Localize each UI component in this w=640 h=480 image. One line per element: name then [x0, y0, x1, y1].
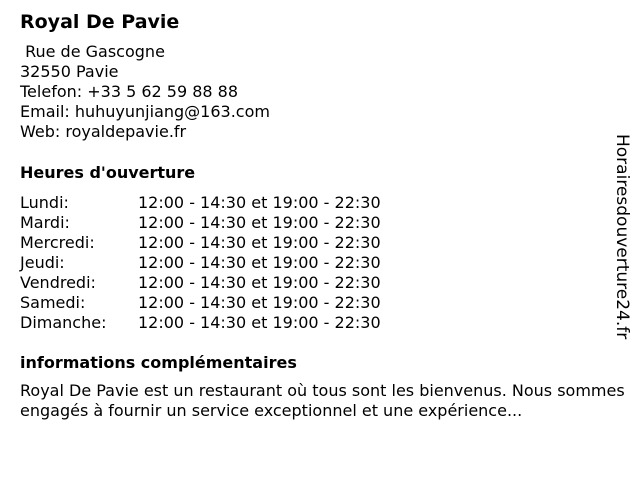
address-street: Rue de Gascogne	[20, 42, 165, 61]
hours-day: Samedi:	[20, 293, 86, 312]
hours-day: Mercredi:	[20, 233, 95, 252]
email-text: Email: huhuyunjiang@163.com	[20, 102, 270, 121]
hours-row-wednesday	[20, 233, 605, 253]
info-heading: informations complémentaires	[20, 353, 297, 372]
contact-block	[20, 42, 605, 142]
site-watermark: Horairesdouverture24.fr	[612, 134, 632, 340]
web-text: Web: royaldepavie.fr	[20, 122, 187, 141]
hours-row-friday	[20, 273, 605, 293]
hours-row-tuesday	[20, 213, 605, 233]
hours-time: 12:00 - 14:30 et 19:00 - 22:30	[138, 213, 381, 232]
hours-day: Vendredi:	[20, 273, 96, 292]
business-name: Royal De Pavie	[20, 11, 180, 33]
hours-time: 12:00 - 14:30 et 19:00 - 22:30	[138, 293, 381, 312]
hours-time: 12:00 - 14:30 et 19:00 - 22:30	[138, 273, 381, 292]
hours-day: Jeudi:	[20, 253, 65, 272]
hours-time: 12:00 - 14:30 et 19:00 - 22:30	[138, 253, 381, 272]
hours-time: 12:00 - 14:30 et 19:00 - 22:30	[138, 313, 381, 332]
hours-row-saturday	[20, 293, 605, 313]
hours-row-sunday	[20, 313, 605, 333]
hours-time: 12:00 - 14:30 et 19:00 - 22:30	[138, 193, 381, 212]
hours-row-monday	[20, 193, 605, 213]
info-description: Royal De Pavie est un restaurant où tous sont les bienvenus. Nous sommes engagés à fournir un service exceptionnel et une expérience...	[20, 381, 625, 420]
hours-day: Mardi:	[20, 213, 70, 232]
address-city: 32550 Pavie	[20, 62, 119, 81]
phone-text: Telefon: +33 5 62 59 88 88	[20, 82, 239, 101]
hours-day: Lundi:	[20, 193, 69, 212]
hours-time: 12:00 - 14:30 et 19:00 - 22:30	[138, 233, 381, 252]
hours-heading: Heures d'ouverture	[20, 163, 196, 182]
hours-day: Dimanche:	[20, 313, 107, 332]
hours-table	[20, 193, 605, 333]
hours-row-thursday	[20, 253, 605, 273]
